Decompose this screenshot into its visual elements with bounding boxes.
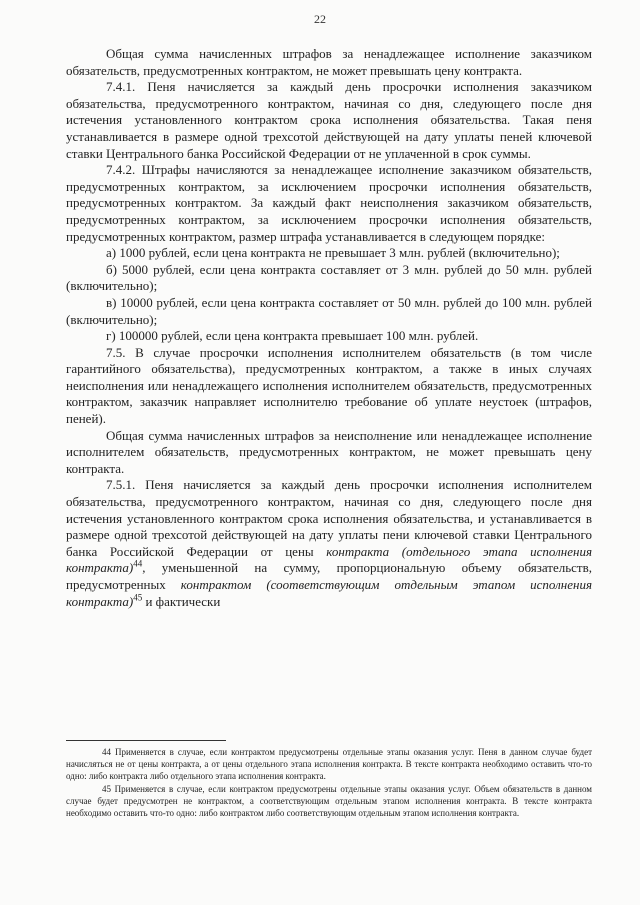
paragraph-7-4-1: 7.4.1. Пеня начисляется за каждый день просрочки исполнения заказчиком обязательства, предусмотренного контрактом, начиная со дня, следующего после дня истечения установленного контрактом срока исполнения обязательства. Такая пеня устанавливается в размере одной трехсотой действующей на дату уплаты пеней ключевой ставки Центрального банка Российской Федерации от не уплаченной в срок суммы. — [66, 79, 592, 161]
paragraph-7-5-1-italic-e: контрактом (соответствующим отдельным этапом исполнения контракта) — [66, 577, 592, 609]
list-item-g: г) 100000 рублей, если цена контракта превышает 100 млн. рублей. — [106, 328, 479, 344]
page-number: 22 — [314, 12, 326, 26]
list-item-b: б) 5000 рублей, если цена контракта составляет от 3 млн. рублей до 50 млн. рублей (включительно); — [66, 261, 592, 294]
paragraph-7-5-1 — [66, 477, 592, 610]
footnote-45: 45 Применяется в случае, если контрактом предусмотрены отдельные этапы оказания услуг. Объем обязательств в данном случае будет предусмотрен не контрактом, а соответствующим отдельным этапом исполнения контракта. В тексте контракта необходимо оставить что-то одно: либо контрактом либо соответствующим отдельным этапом исполнения контракта. — [66, 784, 592, 818]
paragraph-7-5: 7.5. В случае просрочки исполнения исполнителем обязательств (в том числе гарантийного обязательства), предусмотренных контрактом, а также в иных случаях неисполнения или ненадлежащего исполнения исполнителем обязательств, предусмотренных контрактом, заказчик направляет исполнителю требование об уплате неустоек (штрафов, пеней). — [66, 344, 592, 427]
paragraph-total-fines-executor: Общая сумма начисленных штрафов за неисполнение или ненадлежащее исполнение исполнителем обязательств, предусмотренных контрактом, не может превышать цену контракта. — [66, 427, 592, 476]
paragraph-7-4-2: 7.4.2. Штрафы начисляются за ненадлежащее исполнение заказчиком обязательств, предусмотренных контрактом, за исключением просрочки исполнения обязательств, предусмотренных контрактом. За каждый факт неисполнения заказчиком обязательств, предусмотренных контрактом, за исключением просрочки исполнения обязательств, предусмотренных контрактом, размер штрафа устанавливается в следующем порядке: — [66, 162, 592, 244]
body-text — [66, 46, 592, 610]
list-item-v: в) 10000 рублей, если цена контракта составляет от 50 млн. рублей до 100 млн. рублей (включительно); — [66, 294, 592, 327]
footnote-divider — [66, 740, 226, 741]
paragraph-7-5-1-text-a: 7.5.1. Пеня начисляется за каждый день просрочки исполнения исполнителем обязательства, предусмотренного контрактом, начиная со дня, следующего после дня истечения установленного контрактом срока исполнения обязательства, и устанавливается в размере одной трехсотой действующей на дату уплаты пени ключевой ставки Центрального банка Российской Федерации от цены — [66, 477, 592, 559]
list-item-a: а) 1000 рублей, если цена контракта не превышает 3 млн. рублей (включительно); — [106, 245, 560, 261]
footnote-44: 44 Применяется в случае, если контрактом предусмотрены отдельные этапы оказания услуг. Пеня в данном случае будет начисляться не от цены контракта, а от цены отдельного этапа исполнения контракта. В тексте контракта необходимо оставить что-то одно: либо контракта либо отдельного этапа исполнения контракта. — [66, 747, 592, 781]
paragraph-7-5-1-italic-b: контракта (отдельного этапа исполнения контракта) — [66, 543, 592, 576]
paragraph-7-5-1-text-d: , уменьшенной на сумму, пропорциональную объему обязательств, предусмотренных — [66, 560, 592, 592]
footnote-ref-44[interactable]: 44 — [133, 559, 143, 570]
paragraph-total-fines-customer: Общая сумма начисленных штрафов за ненадлежащее исполнение заказчиком обязательств, предусмотренных контрактом, не может превышать цену контракта. — [66, 46, 592, 78]
paragraph-7-5-1-text-g: и фактически — [142, 593, 221, 609]
footnotes — [66, 746, 592, 820]
footnote-ref-45[interactable]: 45 — [133, 592, 143, 603]
